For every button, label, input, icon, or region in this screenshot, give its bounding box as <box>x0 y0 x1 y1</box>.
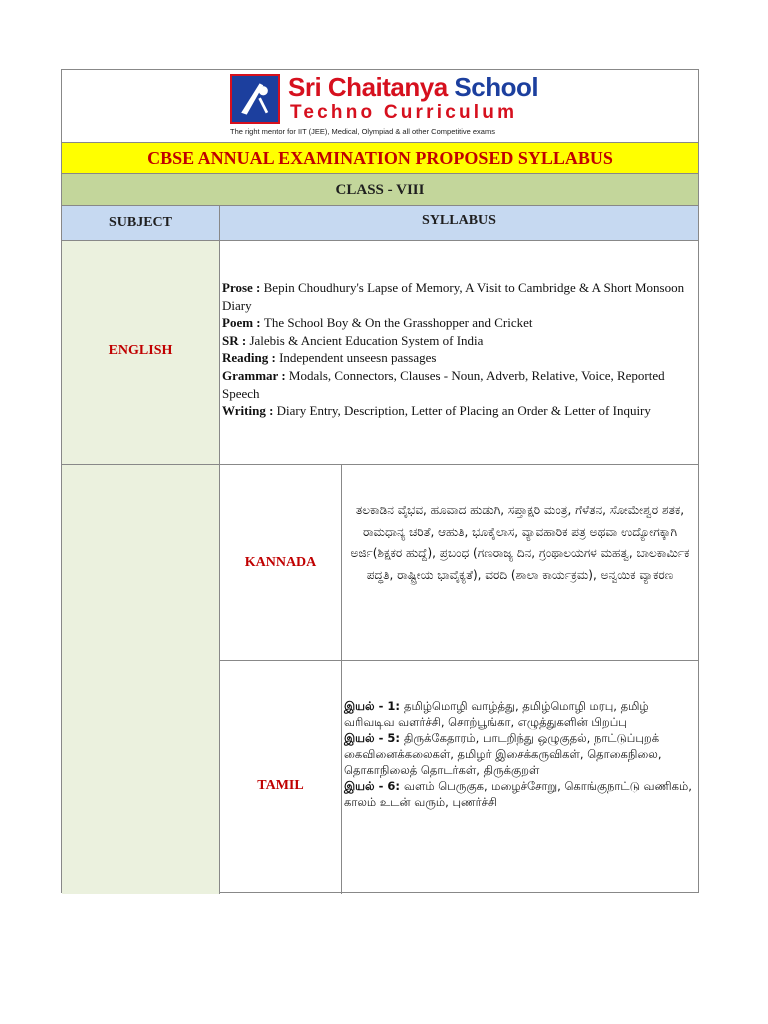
english-row <box>62 241 698 465</box>
language-row-divider <box>219 660 699 661</box>
tamil-line-6: இயல் - 6: வளம் பெருகுக, மழைச்சோறு, கொங்குநாட்டு வணிகம், காலம் உடன் வரும், புணர்ச்சி <box>344 779 692 809</box>
english-subject-label: ENGLISH <box>108 343 173 358</box>
tamil-syllabus <box>344 698 694 810</box>
english-line-prose: Prose : Bepin Choudhury's Lapse of Memory, A Visit to Cambridge & A Short Monsoon Diary <box>222 280 685 313</box>
tamil-line-1: இயல் - 1: தமிழ்மொழி வாழ்த்து, தமிழ்மொழி மரபு, தமிழ் வரிவடிவ வளர்ச்சி, சொற்பூங்கா, எழுத்துகளின் பிறப்பு <box>344 699 649 729</box>
second-language-subject-cell <box>62 465 219 894</box>
brand-tagline: The right mentor for IIT (JEE), Medical, Olympiad & all other Competitive exams <box>230 127 495 136</box>
syllabus-column-header: SYLLABUS <box>422 213 496 228</box>
school-emblem-icon <box>230 74 280 124</box>
syllabus-sheet <box>61 69 699 893</box>
english-line-writing: Writing : Diary Entry, Description, Letter of Placing an Order & Letter of Inquiry <box>222 403 651 419</box>
language-column-divider <box>341 465 342 894</box>
english-line-poem: Poem : The School Boy & On the Grasshopper and Cricket <box>222 315 533 331</box>
subject-column-header: SUBJECT <box>108 215 173 230</box>
school-logo <box>230 74 550 140</box>
kannada-subject-label: KANNADA <box>244 555 317 570</box>
english-line-reading: Reading : Independent unseesn passages <box>222 350 437 366</box>
english-subject-cell <box>62 241 219 464</box>
english-line-sr: SR : Jalebis & Ancient Education System of India <box>222 332 484 348</box>
class-label: CLASS - VIII <box>62 174 698 206</box>
english-syllabus <box>222 279 698 420</box>
table-header <box>62 206 698 241</box>
kannada-syllabus: ತಲಕಾಡಿನ ವೈಭವ, ಹೂವಾದ ಹುಡುಗಿ, ಸಪ್ತಾಕ್ಷರಿ ಮಂತ್ರ, ಗೆಳೆತನ, ಸೋಮೇಶ್ವರ ಶತಕ, ರಾಮಧಾನ್ಯ ಚರಿತೆ, ಆಹುತಿ, ಭೂಕೈಲಾಸ, ವ್ಯಾವಹಾರಿಕ ಪತ್ರ ಅಥವಾ ಉದ್ಯೋಗಕ್ಕಾಗಿ ಅರ್ಜಿ(ಶಿಕ್ಷಕರ ಹುದ್ದೆ), ಪ್ರಬಂಧ (ಗಣರಾಜ್ಯ ದಿನ, ಗ್ರಂಥಾಲಯಗಳ ಮಹತ್ವ, ಬಾಲಕಾರ್ಮಿಕ ಪದ್ಧತಿ, ರಾಷ್ಟ್ರೀಯ ಭಾವೈಕ್ಯತೆ), ವರದಿ (ಶಾಲಾ ಕಾರ್ಯಕ್ರಮ), ಅನ್ವಯಿಕ ವ್ಯಾಕರಣ <box>350 503 690 582</box>
tamil-subject-label: TAMIL <box>257 778 304 793</box>
brand-name: Sri Chaitanya School <box>288 72 539 102</box>
logo-header <box>62 70 698 143</box>
brand-subtitle: Techno Curriculum <box>290 102 518 123</box>
tamil-line-5: இயல் - 5: திருக்கேதாரம், பாடறிந்து ஒழுகுதல், நாட்டுப்புறக் கைவினைக்கலைகள், தமிழர் இசைக்கருவிகள், தொகைநிலை, தொகாநிலைத் தொடர்கள், திருக்குறள் <box>344 731 662 777</box>
english-line-grammar: Grammar : Modals, Connectors, Clauses - Noun, Adverb, Relative, Voice, Reported Speech <box>222 367 665 401</box>
exam-title: CBSE ANNUAL EXAMINATION PROPOSED SYLLABUS <box>62 143 698 174</box>
